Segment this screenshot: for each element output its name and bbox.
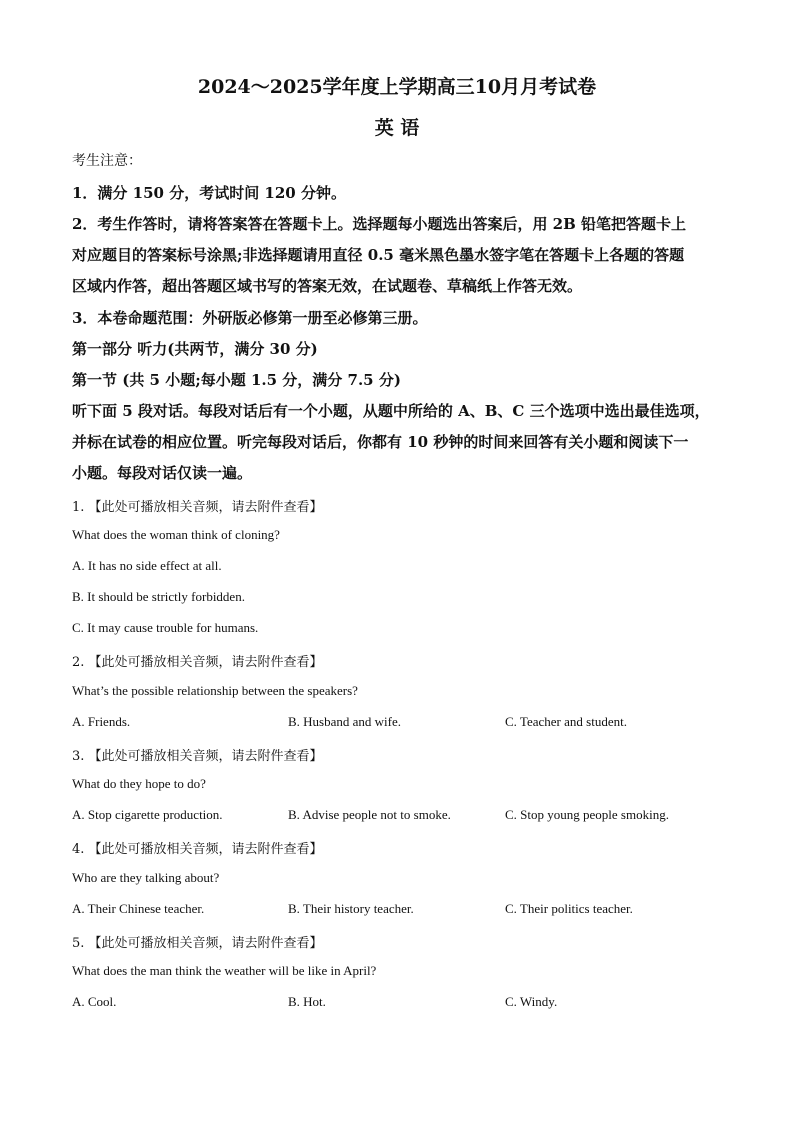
instructions-line: 并标在试卷的相应位置。听完每段对话后，你都有 10 秒钟的时间来回答有关小题和阅读下一: [72, 433, 689, 451]
question-text: What does the man think the weather will be like in April?: [72, 963, 377, 978]
option-c: C. Teacher and student.: [505, 714, 627, 729]
question-text: Who are they talking about?: [72, 870, 220, 885]
question-header: [72, 745, 323, 764]
option-c: C. Their politics teacher.: [505, 901, 633, 916]
option-c: C. Stop young people smoking.: [505, 807, 669, 822]
question-text: What’s the possible relationship between the speakers?: [72, 683, 358, 698]
option-a: A. Friends.: [72, 714, 131, 729]
audio-placeholder[interactable]: 2. 【此处可播放相关音频，请去附件查看】: [72, 655, 323, 670]
audio-placeholder[interactable]: 5. 【此处可播放相关音频，请去附件查看】: [72, 936, 323, 951]
section1-title: 第一节 (共 5 小题;每小题 1.5 分，满分 7.5 分): [72, 371, 401, 389]
question-text: What does the woman think of cloning?: [72, 527, 280, 542]
question-header: [72, 651, 323, 670]
option-a: A. Stop cigarette production.: [72, 807, 223, 822]
notice-item: 对应题目的答案标号涂黑;非选择题请用直径 0.5 毫米黑色墨水签字笔在答题卡上各题的答题: [72, 246, 685, 264]
instructions-line: 小题。每段对话仅读一遍。: [72, 464, 253, 482]
option-b: B. Hot.: [288, 994, 326, 1009]
option-b: B. Their history teacher.: [288, 901, 414, 916]
option-b: B. Advise people not to smoke.: [288, 807, 451, 822]
question-header: [72, 496, 323, 515]
question-header: [72, 838, 323, 857]
part1-title: 第一部分 听力(共两节，满分 30 分): [72, 340, 318, 358]
notice-item: 2．考生作答时，请将答案答在答题卡上。选择题每小题选出答案后，用 2B 铅笔把答题卡上: [72, 215, 687, 233]
option-c: C. It may cause trouble for humans.: [72, 620, 259, 635]
option-b: B. It should be strictly forbidden.: [72, 589, 245, 604]
notice-item: 3．本卷命题范围：外研版必修第一册至必修第三册。: [72, 309, 428, 327]
exam-title: 2024～2025学年度上学期高三10月月考试卷: [197, 76, 597, 98]
notice-item: 1．满分 150 分，考试时间 120 分钟。: [72, 184, 346, 202]
option-a: A. It has no side effect at all.: [72, 558, 222, 573]
option-a: A. Their Chinese teacher.: [72, 901, 205, 916]
subject-title: 英 语: [374, 117, 420, 139]
audio-placeholder[interactable]: 4. 【此处可播放相关音频，请去附件查看】: [72, 842, 323, 857]
audio-placeholder[interactable]: 1. 【此处可播放相关音频，请去附件查看】: [72, 500, 323, 515]
notice-label: 考生注意：: [72, 153, 142, 169]
audio-placeholder[interactable]: 3. 【此处可播放相关音频，请去附件查看】: [72, 749, 323, 764]
instructions-line: 听下面 5 段对话。每段对话后有一个小题，从题中所给的 A、B、C 三个选项中选出最佳选项，: [72, 402, 710, 420]
question-text: What do they hope to do?: [72, 776, 206, 791]
question-header: [72, 932, 323, 951]
option-c: C. Windy.: [505, 994, 558, 1009]
option-b: B. Husband and wife.: [288, 714, 402, 729]
notice-item: 区域内作答，超出答题区域书写的答案无效，在试题卷、草稿纸上作答无效。: [72, 277, 583, 295]
option-a: A. Cool.: [72, 994, 117, 1009]
